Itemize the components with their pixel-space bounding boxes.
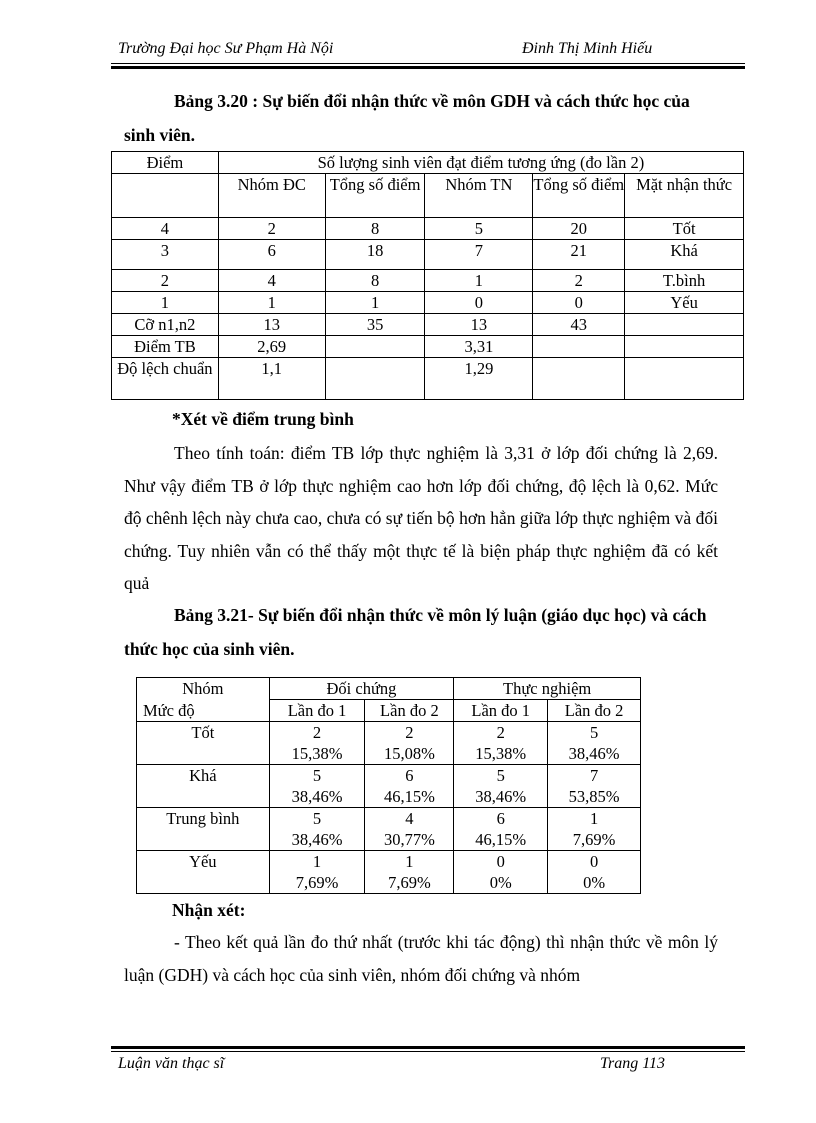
table-cell: 8 <box>325 218 425 240</box>
table-cell: Tốt <box>625 218 744 240</box>
table-cell: 1 <box>218 292 325 314</box>
table-3-20 <box>111 151 744 400</box>
table-cell: 4 <box>112 218 219 240</box>
table2-row-label: Trung bình <box>137 808 270 851</box>
table-cell: 7 53,85% <box>548 765 641 808</box>
table-cell: 4 <box>218 270 325 292</box>
table-cell: 0 0% <box>548 851 641 894</box>
table2-row-label: Yếu <box>137 851 270 894</box>
table-cell: 5 <box>425 218 533 240</box>
table-cell <box>625 314 744 336</box>
table-cell: 1 7,69% <box>548 808 641 851</box>
table1-caption: Bảng 3.20 : Sự biến đổi nhận thức về môn GDH và cách thức học của sinh viên. <box>124 91 690 145</box>
table-cell: 0 0% <box>454 851 548 894</box>
table-row <box>137 765 641 808</box>
table2-subcolumn-header: Lần đo 2 <box>548 700 641 722</box>
table2-group-header: Thực nghiệm <box>454 678 641 700</box>
table-cell <box>533 358 625 400</box>
table-cell: 0 <box>533 292 625 314</box>
table-cell: 6 46,15% <box>454 808 548 851</box>
table-cell: 2,69 <box>218 336 325 358</box>
table-row <box>112 240 744 270</box>
table-cell: T.bình <box>625 270 744 292</box>
table-cell <box>625 358 744 400</box>
table1-column-header: Mặt nhận thức <box>625 174 744 218</box>
section-heading: *Xét về điểm trung bình <box>172 409 354 429</box>
table-cell: 2 15,08% <box>365 722 454 765</box>
table-cell: 8 <box>325 270 425 292</box>
table2-subcolumn-header: Lần đo 2 <box>365 700 454 722</box>
table1-group-header: Số lượng sinh viên đạt điểm tương ứng (đo lần 2) <box>218 152 743 174</box>
table-3-21 <box>136 677 641 894</box>
table-cell: 1 <box>325 292 425 314</box>
table-cell <box>325 358 425 400</box>
table-row <box>137 722 641 765</box>
table2-subcolumn-header: Lần đo 1 <box>269 700 365 722</box>
table-cell: 35 <box>325 314 425 336</box>
table-cell: 2 <box>533 270 625 292</box>
table1-column-header: Nhóm ĐC <box>218 174 325 218</box>
table-cell <box>325 336 425 358</box>
footer-page-number: Trang 113 <box>600 1055 666 1072</box>
table2-corner-level: Mức độ <box>137 700 270 722</box>
table-row <box>112 218 744 240</box>
header-rule-thick <box>111 66 745 69</box>
header-rule-thin <box>111 63 745 64</box>
table-cell: 6 46,15% <box>365 765 454 808</box>
footer-rule-thick <box>111 1046 745 1049</box>
table-cell: 21 <box>533 240 625 270</box>
table-cell: 43 <box>533 314 625 336</box>
paragraph-average-score: Theo tính toán: điểm TB lớp thực nghiệm là 3,31 ở lớp đối chứng là 2,69. Như vậy điểm TB ở lớp thực nghiệm cao hơn lớp đối chứng, độ lệch là 0,62. Mức độ chênh lệch này chưa cao, chưa có sự tiến bộ hơn hẳn giữa lớp thực nghiệm và đối chứng. Tuy nhiên vẫn có thể thấy một thực tế là biện pháp thực nghiệm đã có kết quả <box>124 443 718 593</box>
table-row <box>137 851 641 894</box>
paragraph-remark: - Theo kết quả lần đo thứ nhất (trước khi tác động) thì nhận thức về môn lý luận (GDH) và cách học của sinh viên, nhóm đối chứng và nhóm <box>124 932 718 985</box>
table-cell: 1,1 <box>218 358 325 400</box>
table2-subcolumn-header: Lần đo 1 <box>454 700 548 722</box>
table-cell: 3 <box>112 240 219 270</box>
table1-column-header: Tổng số điểm <box>533 174 625 218</box>
footer-thesis-label: Luận văn thạc sĩ <box>118 1055 225 1072</box>
table-cell: 6 <box>218 240 325 270</box>
table-row <box>112 358 744 400</box>
table1-corner: Điểm <box>112 152 219 174</box>
table-cell <box>625 336 744 358</box>
footer-rule-thin <box>111 1051 745 1052</box>
table-cell: 5 38,46% <box>454 765 548 808</box>
table-cell: Độ lệch chuẩn <box>112 358 219 400</box>
table-cell: 1 7,69% <box>269 851 365 894</box>
table-cell: 1 <box>112 292 219 314</box>
table-cell: 3,31 <box>425 336 533 358</box>
table-cell: 1,29 <box>425 358 533 400</box>
table-cell: 5 38,46% <box>269 808 365 851</box>
table-cell: Điểm TB <box>112 336 219 358</box>
table-cell: 2 15,38% <box>269 722 365 765</box>
table-cell: 2 <box>218 218 325 240</box>
table2-caption: Bảng 3.21- Sự biến đổi nhận thức về môn lý luận (giáo dục học) và cách thức học của sinh viên. <box>124 605 707 659</box>
table-cell: 13 <box>218 314 325 336</box>
table2-corner-group: Nhóm <box>137 678 270 700</box>
table-cell: 2 <box>112 270 219 292</box>
table2-group-header: Đối chứng <box>269 678 454 700</box>
table-cell: Khá <box>625 240 744 270</box>
header-author: Đinh Thị Minh Hiếu <box>522 40 653 57</box>
table1-column-header: Nhóm TN <box>425 174 533 218</box>
table-cell: 20 <box>533 218 625 240</box>
table-row <box>112 292 744 314</box>
table1-column-header: Tổng số điểm <box>325 174 425 218</box>
table-cell <box>533 336 625 358</box>
table2-row-label: Khá <box>137 765 270 808</box>
table-cell: 4 30,77% <box>365 808 454 851</box>
table-cell: 1 7,69% <box>365 851 454 894</box>
table-cell: 18 <box>325 240 425 270</box>
table1-blank-cell <box>112 174 219 218</box>
table-cell: Cỡ n1,n2 <box>112 314 219 336</box>
table-cell: 7 <box>425 240 533 270</box>
table-cell: Yếu <box>625 292 744 314</box>
table-cell: 5 38,46% <box>269 765 365 808</box>
table-row <box>112 314 744 336</box>
table-cell: 1 <box>425 270 533 292</box>
table-row <box>112 336 744 358</box>
table2-row-label: Tốt <box>137 722 270 765</box>
table-cell: 13 <box>425 314 533 336</box>
table-row <box>112 270 744 292</box>
table-row <box>137 808 641 851</box>
remark-heading: Nhận xét: <box>172 900 246 920</box>
table-cell: 2 15,38% <box>454 722 548 765</box>
table-cell: 0 <box>425 292 533 314</box>
table-cell: 5 38,46% <box>548 722 641 765</box>
header-school: Trường Đại học Sư Phạm Hà Nội <box>118 40 334 57</box>
